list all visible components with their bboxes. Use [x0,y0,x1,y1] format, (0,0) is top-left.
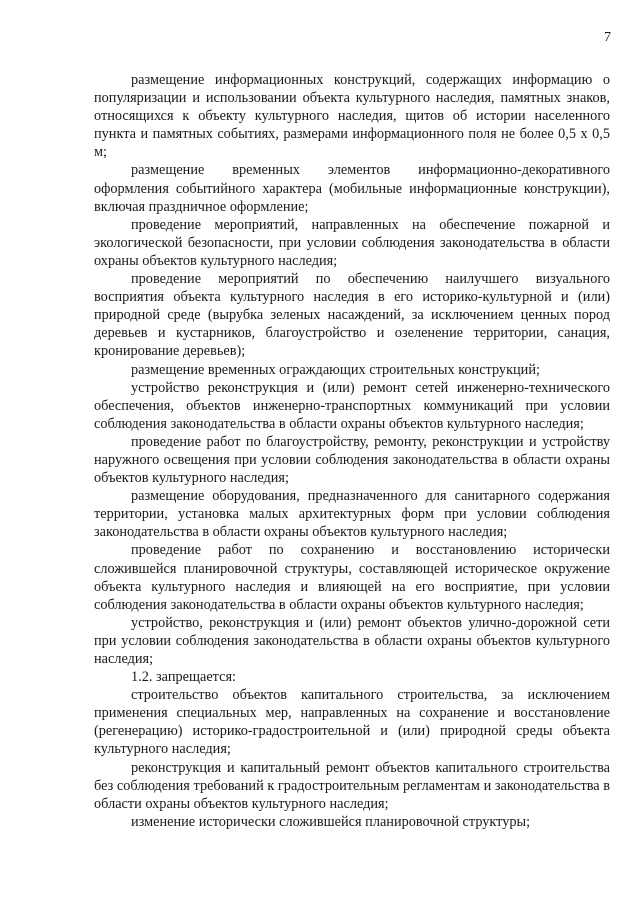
paragraph-sanitary-equipment: размещение оборудования, предназначенного для санитарного содержания территории, установка малых архитектурных форм при условии соблюдения законодательства в области охраны объектов культурного наследия; [94,488,610,541]
page-number: 7 [604,30,611,45]
paragraph-temporary-decor: размещение временных элементов информационно-декоративного оформления событийного характера (мобильные информационные конструкции), включая праздничное оформление; [94,162,610,215]
paragraph-planning-structure-works: проведение работ по сохранению и восстановлению исторически сложившейся планировочной структуры, составляющей историческое окружение объекта культурного наследия и влияющей на его восприятие, при условии соблюдения законодательства в области охраны объектов культурного наследия; [94,542,610,613]
paragraph-capital-construction: строительство объектов капитального строительства, за исключением применения специальных мер, направленных на сохранение и восстановление (регенерацию) историко-градостроительной и (или) природной среды объекта культурного наследия; [94,687,610,758]
section-heading-prohibited: 1.2. запрещается: [131,669,236,686]
paragraph-reconstruction-repair: реконструкция и капитальный ремонт объектов капитального строительства без соблюдения требований к градостроительным регламентам и законодательства в области охраны объектов культурного наследия; [94,759,610,812]
paragraph-road-network: устройство, реконструкция и (или) ремонт объектов улично-дорожной сети при условии соблюдения законодательства в области охраны объектов культурного наследия; [94,614,610,667]
paragraph-visual-perception: проведение мероприятий по обеспечению наилучшего визуального восприятия объекта культурного наследия в его историко-культурной и (или) природной среде (вырубка зеленых насаждений, за исключением ценных пород деревьев и кустарников, благоустройство и озеленение территории, санация, кронирование деревьев); [94,271,610,360]
paragraph-engineering-networks: устройство реконструкция и (или) ремонт сетей инженерно-технического обеспечения, объектов инженерно-транспортных коммуникаций при условии соблюдения законодательства в области охраны объектов культурного наследия; [94,379,610,432]
paragraph-fire-safety: проведение мероприятий, направленных на обеспечение пожарной и экологической безопасности, при условии соблюдения законодательства в области охраны объектов культурного наследия; [94,216,610,269]
paragraph-info-structures: размещение информационных конструкций, содержащих информацию о популяризации и использовании объекта культурного наследия, памятных знаков, относящихся к объекту культурного наследия, щитов об истории населенного пункта и памятных событиях, размерами информационного поля не более 0,5 х 0,5 м; [94,72,610,161]
paragraph-temporary-fences: размещение временных ограждающих строительных конструкций; [131,361,540,378]
document-body [94,71,610,831]
paragraph-landscaping-lighting: проведение работ по благоустройству, ремонту, реконструкции и устройству наружного освещения при условии соблюдения законодательства в области охраны объектов культурного наследия; [94,433,610,487]
paragraph-planning-structure-change: изменение исторически сложившейся планировочной структуры; [131,813,531,830]
